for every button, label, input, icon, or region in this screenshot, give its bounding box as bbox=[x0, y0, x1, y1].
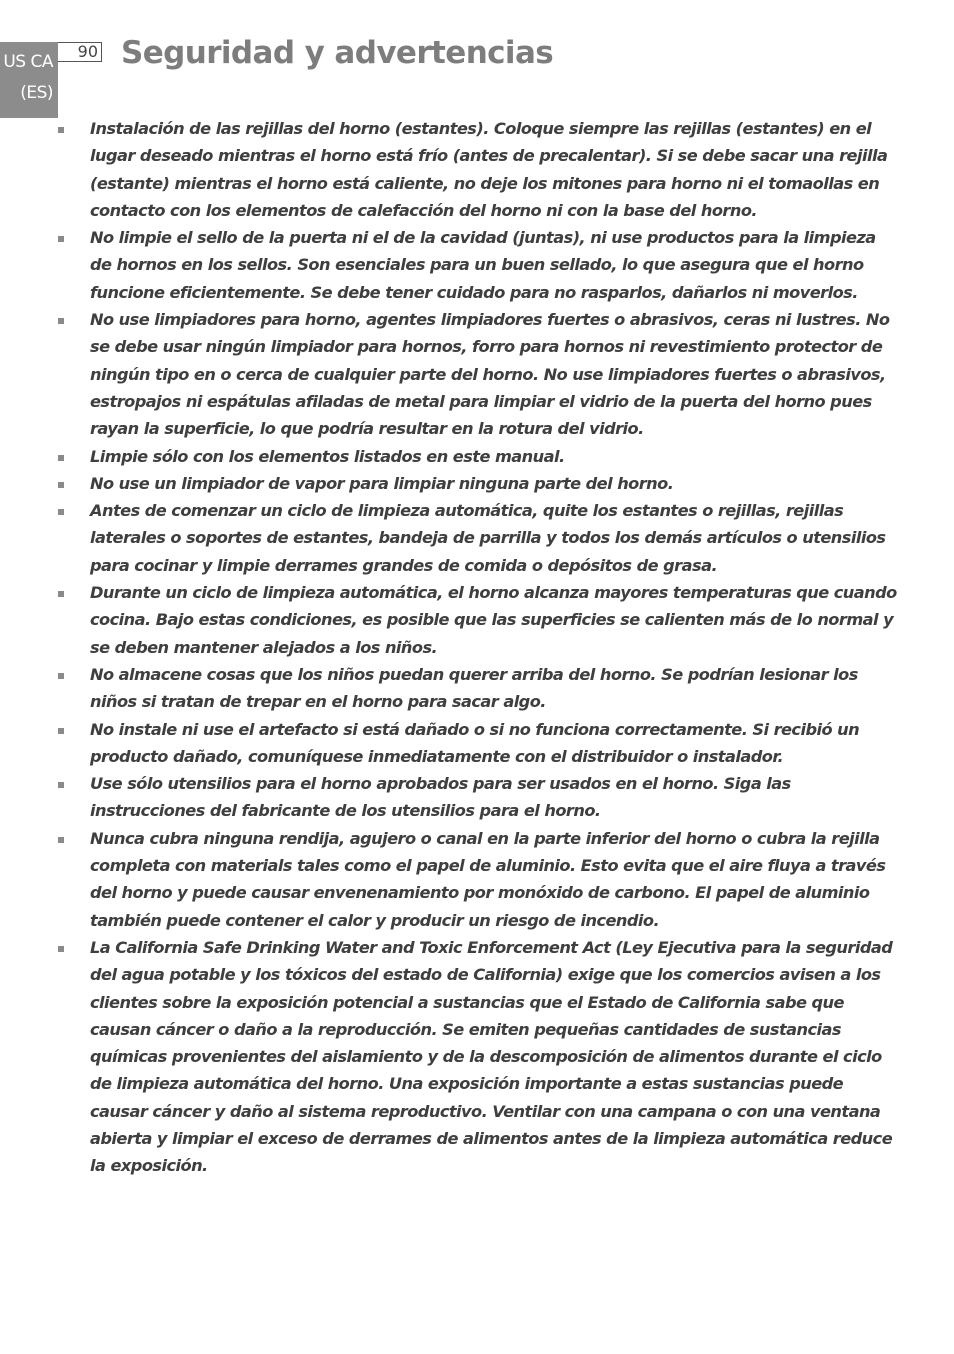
warning-item bbox=[0, 661, 898, 716]
warning-text: No instale ni use el artefacto si está dañado o si no funciona correctamente. Si recibió un producto dañado, comuníquese inmediatamente con el distribuidor o instalador. bbox=[90, 719, 860, 766]
bullet-icon bbox=[58, 591, 64, 597]
bullet-icon bbox=[58, 318, 64, 324]
warning-item bbox=[0, 716, 898, 771]
page-title: Seguridad y advertencias bbox=[121, 35, 554, 71]
warning-item bbox=[0, 443, 898, 470]
region-tab bbox=[0, 42, 58, 118]
warning-text: No use limpiadores para horno, agentes limpiadores fuertes o abrasivos, ceras ni lustres. No se debe usar ningún limpiador para hornos, forro para hornos ni revestimiento protector de ningún tipo en o cerca de cualquier parte del horno. No use limpiadores fuertes o abrasivos, estropajos ni espátulas afiladas de metal para limpiar el vidrio de la puerta del horno pues rayan la superficie, lo que podría resultar en la rotura del vidrio. bbox=[90, 310, 890, 439]
bullet-icon bbox=[58, 782, 64, 788]
bullet-icon bbox=[58, 728, 64, 734]
warning-item bbox=[0, 306, 898, 442]
warning-text: Durante un ciclo de limpieza automática, el horno alcanza mayores temperaturas que cuando cocina. Bajo estas condiciones, es posible que las superficies se calienten más de lo normal y se deben mantener alejados a los niños. bbox=[90, 583, 897, 657]
bullet-icon bbox=[58, 837, 64, 843]
warning-item bbox=[0, 770, 898, 825]
warning-text: Instalación de las rejillas del horno (estantes). Coloque siempre las rejillas (estantes) en el lugar deseado mientras el horno está frío (antes de precalentar). Si se debe sacar una rejilla (estante) mientras el horno está caliente, no deje los mitones para horno ni el tomaollas en contacto con los elementos de calefacción del horno ni con la base del horno. bbox=[90, 119, 888, 220]
bullet-icon bbox=[58, 236, 64, 242]
warning-text: Limpie sólo con los elementos listados en este manual. bbox=[90, 446, 565, 466]
warning-text: No almacene cosas que los niños puedan querer arriba del horno. Se podrían lesionar los niños si tratan de trepar en el horno para sacar algo. bbox=[90, 664, 858, 712]
warning-item bbox=[0, 579, 898, 661]
bullet-icon bbox=[58, 509, 64, 515]
warning-text: La California Safe Drinking Water and Toxic Enforcement Act (Ley Ejecutiva para la seguridad del agua potable y los tóxicos del estado de California) exige que los comercios avisen a los clientes sobre la exposición potencial a sustancias que el Estado de California sabe que causan cáncer o daño a la reproducción. Se emiten pequeñas cantidades de sustancias químicas provenientes del aislamiento y de la descomposición de alimentos durante el ciclo de limpieza automática del horno. Una exposición importante a estas sustancias puede causar cáncer y daño al sistema reproductivo. Ventilar con una campana o con una ventana abierta y limpiar el exceso de derrames de alimentos antes de la limpieza automática reduce la exposición. bbox=[90, 937, 893, 1176]
region-label-language: (ES) bbox=[20, 83, 53, 103]
bullet-icon bbox=[58, 455, 64, 461]
bullet-icon bbox=[58, 482, 64, 488]
warning-text: No use un limpiador de vapor para limpiar ninguna parte del horno. bbox=[90, 473, 674, 493]
warning-text: No limpie el sello de la puerta ni el de la cavidad (juntas), ni use productos para la limpieza de hornos en los sellos. Son esenciales para un buen sellado, lo que asegura que el horno funcione eficientemente. Se debe tener cuidado para no rasparlos, dañarlos ni moverlos. bbox=[90, 228, 876, 302]
warning-item bbox=[0, 825, 898, 934]
bullet-icon bbox=[58, 946, 64, 952]
bullet-icon bbox=[58, 127, 64, 133]
page-number: 90 bbox=[58, 42, 102, 62]
warnings-list bbox=[0, 115, 954, 1180]
region-label-country: US CA bbox=[3, 52, 53, 72]
warning-item bbox=[0, 470, 898, 497]
warning-item bbox=[0, 497, 898, 579]
warning-item bbox=[0, 934, 898, 1180]
warning-text: Use sólo utensilios para el horno aprobados para ser usados en el horno. Siga las instrucciones del fabricante de los utensilios para el horno. bbox=[90, 774, 791, 821]
warning-text: Nunca cubra ninguna rendija, agujero o canal en la parte inferior del horno o cubra la rejilla completa con materials tales como el papel de aluminio. Esto evita que el aire fluya a través del horno y puede causar envenenamiento por monóxido de carbono. El papel de aluminio también puede contener el calor y producir un riesgo de incendio. bbox=[90, 828, 886, 930]
warning-item bbox=[0, 224, 898, 306]
warning-text: Antes de comenzar un ciclo de limpieza automática, quite los estantes o rejillas, rejillas laterales o soportes de estantes, bandeja de parrilla y todos los demás artículos o utensilios para cocinar y limpie derrames grandes de comida o depósitos de grasa. bbox=[90, 501, 886, 575]
warning-item bbox=[0, 115, 898, 224]
bullet-icon bbox=[58, 673, 64, 679]
